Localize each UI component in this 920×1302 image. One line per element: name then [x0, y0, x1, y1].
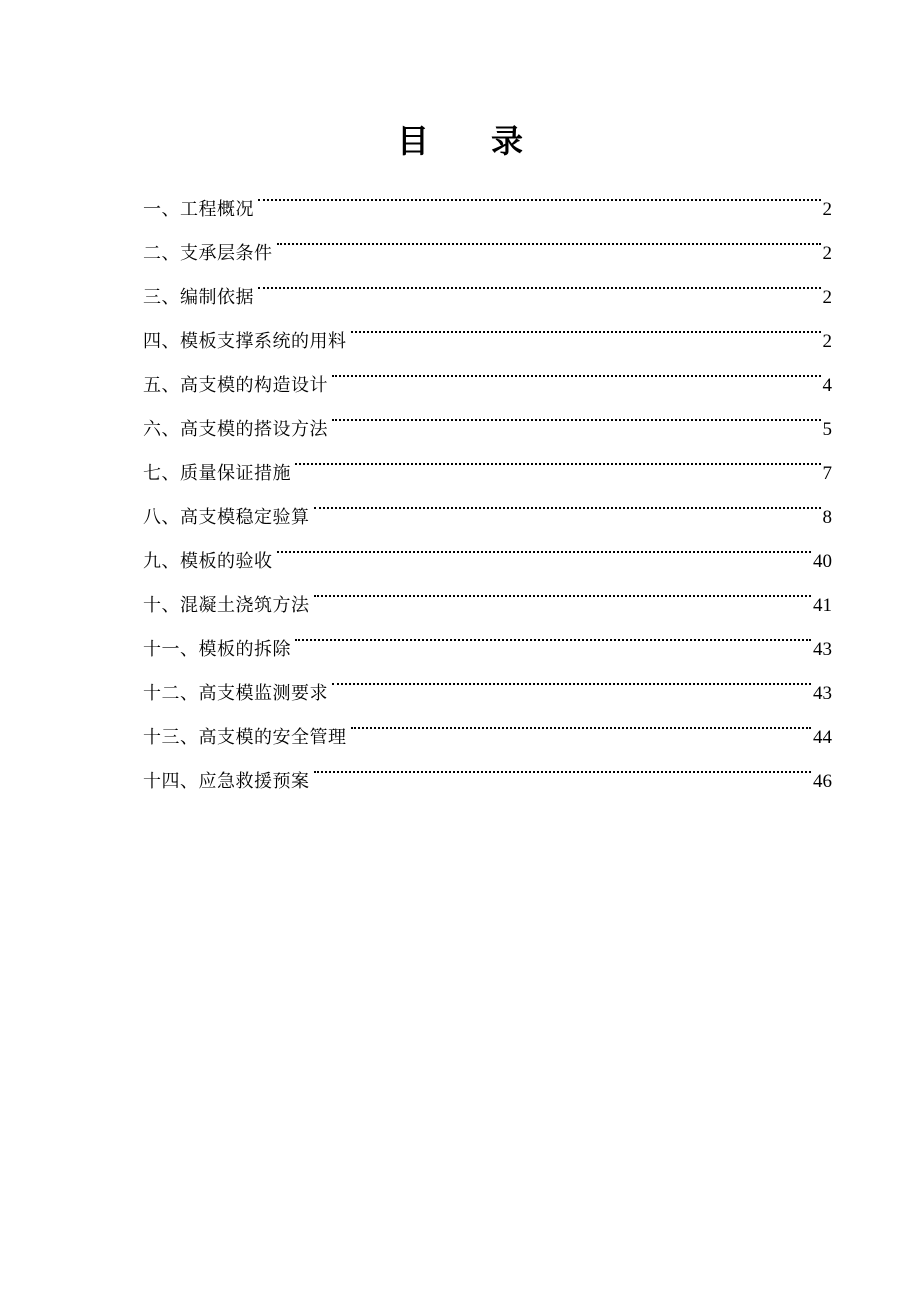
toc-dot-leader: [295, 611, 811, 655]
toc-list: [143, 171, 832, 792]
toc-dot-leader: [351, 699, 812, 743]
toc-page-number: 41: [813, 595, 832, 616]
toc-entry-label: 十四、应急救援预案: [143, 771, 310, 792]
toc-entry-label: 十一、模板的拆除: [143, 639, 291, 660]
toc-dot-leader: [332, 347, 821, 391]
toc-dot-leader: [258, 259, 821, 303]
toc-page-number: 44: [813, 727, 832, 748]
toc-entry-label: 十二、高支模监测要求: [143, 683, 328, 704]
toc-page-number: 46: [813, 771, 832, 792]
toc-dot-leader: [314, 743, 812, 787]
toc-dot-leader: [277, 215, 821, 259]
toc-dot-leader: [314, 567, 812, 611]
toc-page-number: 4: [822, 375, 832, 396]
toc-dot-leader: [295, 435, 821, 479]
toc-entry-label: 四、模板支撑系统的用料: [143, 331, 347, 352]
toc-dot-leader: [277, 523, 812, 567]
toc-page-number: 2: [822, 287, 832, 308]
toc-entry-label: 七、质量保证措施: [143, 463, 291, 484]
toc-title-char-1: 目: [396, 122, 429, 160]
toc-entry-label: 五、高支模的构造设计: [143, 375, 328, 396]
toc-entry-label: 六、高支模的搭设方法: [143, 419, 328, 440]
toc-dot-leader: [332, 391, 821, 435]
toc-page-number: 2: [822, 331, 832, 352]
toc-dot-leader: [258, 171, 821, 215]
toc-page-number: 2: [822, 199, 832, 220]
toc-title: [0, 114, 920, 164]
toc-entry-label: 一、工程概况: [143, 199, 254, 220]
toc-title-char-2: 录: [491, 122, 524, 160]
toc-dot-leader: [332, 655, 811, 699]
toc-entry-label: 十三、高支模的安全管理: [143, 727, 347, 748]
toc-dot-leader: [351, 303, 821, 347]
toc-page-number: 40: [813, 551, 832, 572]
toc-dot-leader: [314, 479, 821, 523]
toc-entry-1[interactable]: [143, 171, 832, 220]
toc-entry-label: 九、模板的验收: [143, 551, 273, 572]
toc-page-number: 43: [813, 639, 832, 660]
toc-entry-label: 三、编制依据: [143, 287, 254, 308]
toc-page-number: 2: [822, 243, 832, 264]
toc-page-number: 43: [813, 683, 832, 704]
toc-entry-label: 十、混凝土浇筑方法: [143, 595, 310, 616]
toc-page-number: 8: [822, 507, 832, 528]
toc-entry-label: 八、高支模稳定验算: [143, 507, 310, 528]
toc-page-number: 5: [822, 419, 832, 440]
toc-page-number: 7: [822, 463, 832, 484]
toc-entry-label: 二、支承层条件: [143, 243, 273, 264]
